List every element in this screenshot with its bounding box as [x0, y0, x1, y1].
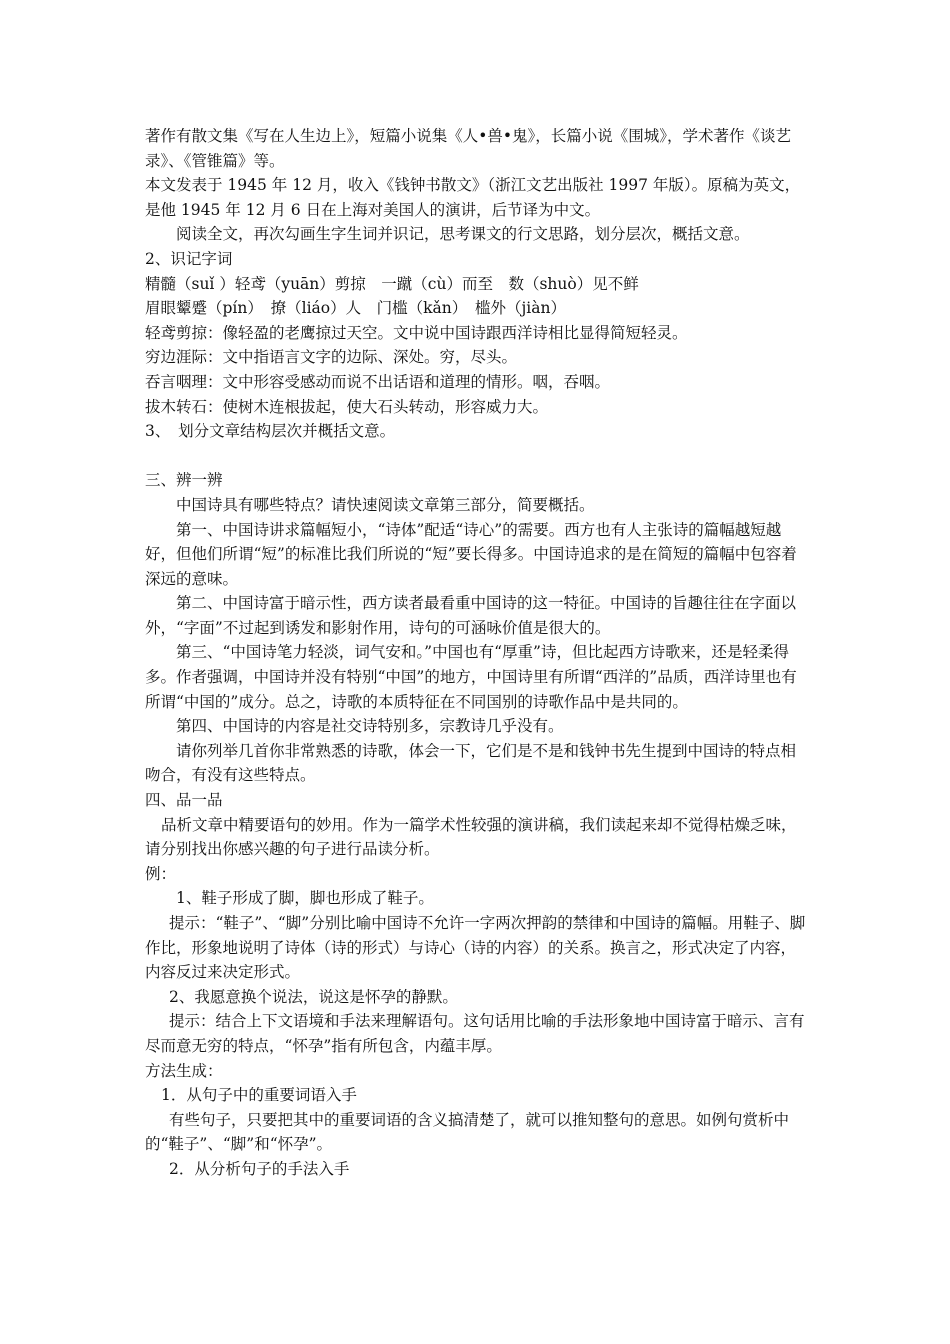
paragraph: 精髓（suǐ ）轻鸢（yuān）剪掠 一蹴（cù）而至 数（shuò）见不鲜 — [145, 274, 639, 293]
paragraph: 三、辨一辨 — [145, 471, 223, 490]
blank-line — [145, 444, 810, 469]
paragraph: 2、我愿意换个说法，说这是怀孕的静默。 — [169, 987, 458, 1006]
paragraph: 请你列举几首你非常熟悉的诗歌，体会一下，它们是不是和钱钟书先生提到中国诗的特点相吻合，有没有这些特点。 — [145, 741, 797, 785]
paragraph: 四、品一品 — [145, 791, 223, 810]
paragraph: 有些句子，只要把其中的重要词语的含义搞清楚了，就可以推知整句的意思。如例句赏析中的“鞋子”、“脚”和“怀孕”。 — [145, 1110, 790, 1154]
paragraph: 穷边涯际：文中指语言文字的边际、深处。穷，尽头。 — [145, 348, 518, 367]
paragraph: 眉眼颦蹙（pín） 撩（liáo）人 门槛（kǎn） 槛外（jiàn） — [145, 299, 566, 318]
paragraph: 2．从分析句子的手法入手 — [169, 1159, 350, 1178]
paragraph: 中国诗具有哪些特点？请快速阅读文章第三部分，简要概括。 — [176, 495, 595, 514]
paragraph: 轻鸢剪掠：像轻盈的老鹰掠过天空。文中说中国诗跟西洋诗相比显得简短轻灵。 — [145, 323, 688, 342]
paragraph: 1、鞋子形成了脚，脚也形成了鞋子。 — [176, 889, 434, 908]
paragraph: 第一、中国诗讲求篇幅短小，“诗体”配适“诗心”的需要。西方也有人主张诗的篇幅越短越好，但他们所谓“短”的标准比我们所说的“短”要长得多。中国诗追求的是在简短的篇幅中包容着深远的意味。 — [145, 520, 797, 588]
paragraph: 例： — [145, 864, 177, 883]
paragraph: 第四、中国诗的内容是社交诗特别多，宗教诗几乎没有。 — [176, 717, 564, 736]
paragraph: 拔木转石：使树木连根拔起，使大石头转动，形容威力大。 — [145, 397, 549, 416]
paragraph: 吞言咽理：文中形容受感动而说不出话语和道理的情形。咽，吞咽。 — [145, 372, 611, 391]
paragraph: 第二、中国诗富于暗示性，西方读者最看重中国诗的这一特征。中国诗的旨趣往往在字面以外，“字面”不过起到诱发和影射作用，诗句的可涵咏价值是很大的。 — [145, 594, 797, 637]
paragraph: 第三、“中国诗笔力轻淡，词气安和。”中国也有“厚重”诗，但比起西方诗歌来，还是轻柔得多。作者强调，中国诗并没有特别“中国”的地方，中国诗里有所谓“西洋的”品质，西洋诗里也有所谓“中国的”成分。总之，诗歌的本质特征在不同国别的诗歌作品中是共同的。 — [145, 643, 797, 711]
paragraph: 1．从句子中的重要词语入手 — [161, 1086, 357, 1105]
paragraph: 提示：“鞋子”、“脚”分别比喻中国诗不允许一字两次押韵的禁律和中国诗的篇幅。用鞋子、脚作比，形象地说明了诗体（诗的形式）与诗心（诗的内容）的关系。换言之，形式决定了内容，内容反过来决定形式。 — [145, 914, 806, 982]
paragraph: 品析文章中精要语句的妙用。作为一篇学术性较强的演讲稿，我们读起来却不觉得枯燥乏味，请分别找出你感兴趣的句子进行品读分析。 — [145, 815, 797, 859]
paragraph: 提示：结合上下文语境和手法来理解语句。这句话用比喻的手法形象地中国诗富于暗示、言有尽而意无穷的特点，“怀孕”指有所包含，内蕴丰厚。 — [145, 1012, 805, 1055]
document-page — [145, 124, 810, 1182]
paragraph: 著作有散文集《写在人生边上》，短篇小说集《人•兽•鬼》，长篇小说《围城》，学术著作《谈艺录》、《管锥篇》等。 — [145, 127, 792, 170]
paragraph: 方法生成： — [145, 1061, 223, 1080]
paragraph: 阅读全文，再次勾画生字生词并识记，思考课文的行文思路，划分层次，概括文意。 — [176, 225, 750, 244]
paragraph: 3、 划分文章结构层次并概括文意。 — [145, 422, 396, 441]
paragraph: 本文发表于 1945 年 12 月，收入《钱钟书散文》（浙江文艺出版社 1997 年版）。原稿为英文，是他 1945 年 12 月 6 日在上海对美国人的演讲，后节译为中文。 — [145, 176, 801, 219]
paragraph: 2、识记字词 — [145, 249, 233, 268]
